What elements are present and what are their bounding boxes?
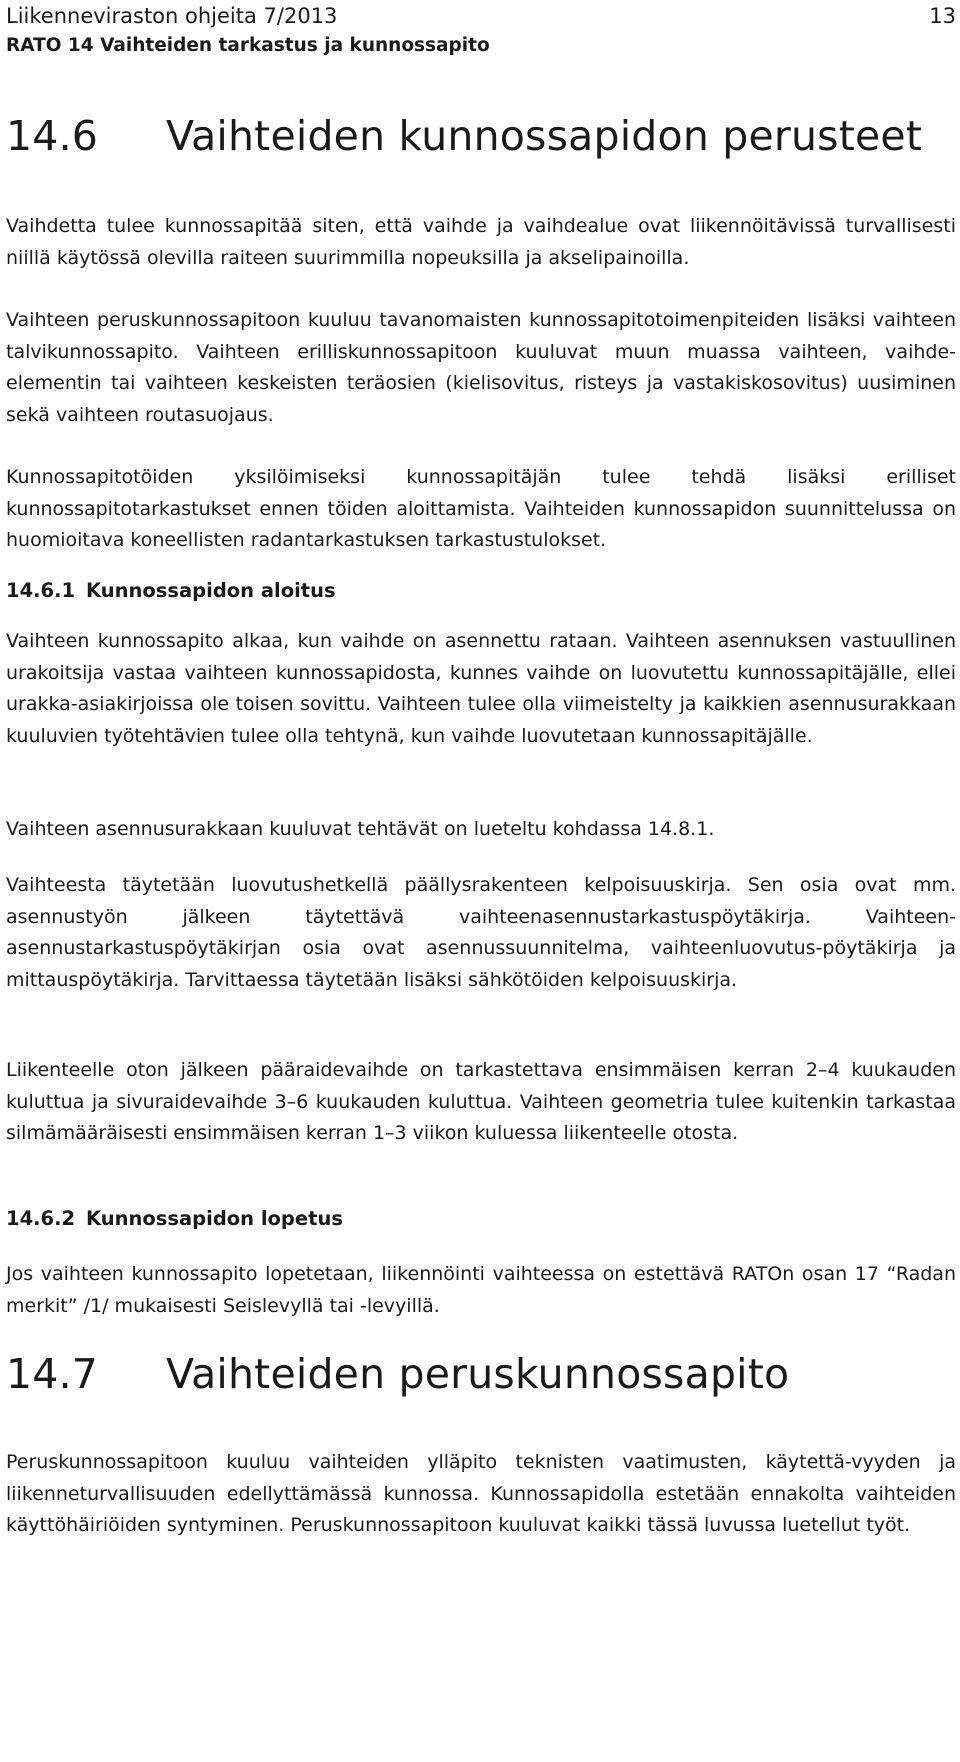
paragraph: Kunnossapitotöiden yksilöimiseksi kunnossapitäjän tulee tehdä lisäksi erilliset kunnossapitotarkastukset ennen töiden aloittamista. Vaihteiden kunnossapidon suunnittelussa on huomioitava koneellisten radantarkastuksen tarkastustulokset. xyxy=(6,466,956,551)
publication-label: Liikenneviraston ohjeita 7/2013 xyxy=(6,4,338,28)
running-header xyxy=(6,2,956,30)
paragraph: Vaihteesta täytetään luovutushetkellä päällysrakenteen kelpoisuuskirja. Sen osia ovat mm. asennustyön jälkeen täytettävä vaihteenasennustarkastuspöytäkirja. Vaihteen-asennustarkastuspöytäkirjan osia ovat asennussuunnitelma, vaihteenluovutus-pöytäkirja ja mittauspöytäkirja. Tarvittaessa täytetään lisäksi sähkötöiden kelpoisuuskirja. xyxy=(6,874,956,991)
paragraph: Vaihteen asennusurakkaan kuuluvat tehtävät on lueteltu kohdassa 14.8.1. xyxy=(6,818,715,840)
section-number: 14.6 xyxy=(6,112,99,160)
document-title: RATO 14 Vaihteiden tarkastus ja kunnossapito xyxy=(6,35,490,56)
section-number: 14.7 xyxy=(6,1350,99,1398)
paragraph: Vaihteen peruskunnossapitoon kuuluu tavanomaisten kunnossapitotoimenpiteiden lisäksi vaihteen talvikunnossapito. Vaihteen erilliskunnossapitoon kuuluvat muun muassa vaihteen, vaihde-elementin tai vaihteen keskeisten teräosien (kielisovitus, risteys ja vastakiskosovitus) uusiminen sekä vaihteen routasuojaus. xyxy=(6,309,956,426)
subsection-number: 14.6.1 xyxy=(6,579,76,602)
section-heading-14-6 xyxy=(6,110,922,162)
subsection-heading-14-6-1 xyxy=(6,577,336,605)
section-title: Vaihteiden peruskunnossapito xyxy=(166,1350,790,1398)
paragraph: Vaihteen kunnossapito alkaa, kun vaihde on asennettu rataan. Vaihteen asennuksen vastuullinen urakoitsija vastaa vaihteen kunnossapidosta, kunnes vaihde on luovutettu kunnossapitäjälle, ellei urakka-asiakirjoissa ole toisen sovittu. Vaihteen tulee olla viimeistelty ja kaikkien asennusurakkaan kuuluvien työtehtävien tulee olla tehtynä, kun vaihde luovutetaan kunnossapitäjälle. xyxy=(6,630,956,747)
subsection-number: 14.6.2 xyxy=(6,1207,76,1230)
subsection-title: Kunnossapidon lopetus xyxy=(86,1207,343,1230)
subsection-title: Kunnossapidon aloitus xyxy=(86,579,336,602)
paragraph: Liikenteelle oton jälkeen pääraidevaihde on tarkastettava ensimmäisen kerran 2–4 kuukauden kuluttua ja sivuraidevaihde 3–6 kuukauden kuluttua. Vaihteen geometria tulee kuitenkin tarkastaa silmämääräisesti ensimmäisen kerran 1–3 viikon kuluessa liikenteelle otosta. xyxy=(6,1059,956,1144)
paragraph: Peruskunnossapitoon kuuluu vaihteiden ylläpito teknisten vaatimusten, käytettä-vyyden ja liikenneturvallisuuden edellyttämässä kunnossa. Kunnossapidolla estetään ennakolta vaihteiden käyttöhäiriöiden syntyminen. Peruskunnossapitoon kuuluvat kaikki tässä luvussa luetellut työt. xyxy=(6,1451,956,1536)
paragraph: Vaihdetta tulee kunnossapitää siten, että vaihde ja vaihdealue ovat liikennöitävissä turvallisesti niillä käytössä olevilla raiteen suurimmilla nopeuksilla ja akselipainoilla. xyxy=(6,215,956,269)
section-title: Vaihteiden kunnossapidon perusteet xyxy=(166,112,923,160)
section-heading-14-7 xyxy=(6,1348,789,1400)
paragraph: Jos vaihteen kunnossapito lopetetaan, liikennöinti vaihteessa on estettävä RATOn osan 17 “Radan merkit” /1/ mukaisesti Seislevyllä tai -levyillä. xyxy=(6,1263,956,1317)
page-number: 13 xyxy=(929,4,956,28)
subsection-heading-14-6-2 xyxy=(6,1205,343,1233)
